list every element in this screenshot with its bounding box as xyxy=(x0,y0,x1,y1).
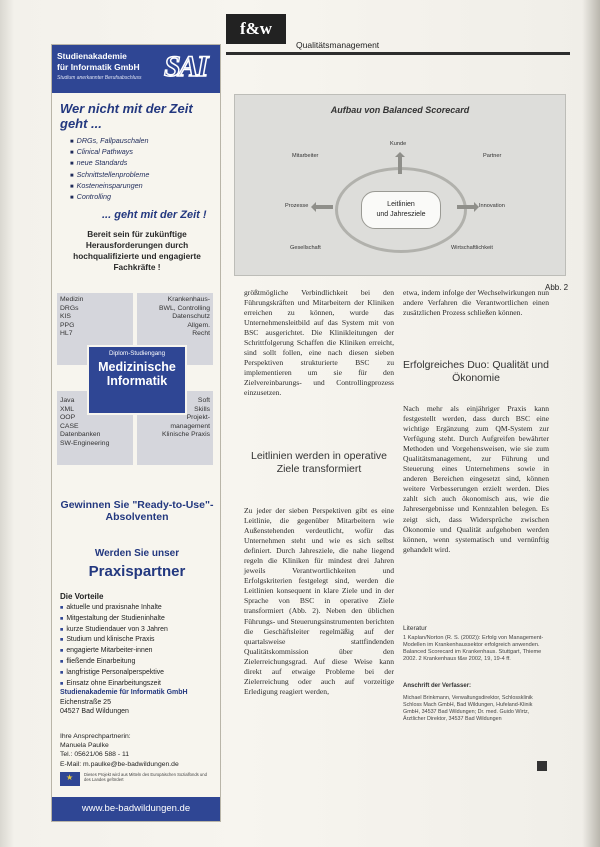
ad-werden-text: Werden Sie unser xyxy=(94,548,180,559)
study-program-name: Medizinische Informatik xyxy=(98,360,176,388)
list-item: ■ langfristige Personalperspektive xyxy=(60,668,168,679)
article-column-right-lower xyxy=(403,404,549,555)
list-item: ■ Controlling xyxy=(70,192,149,203)
figure-node-gesellschaft: Gesellschaft xyxy=(290,245,321,251)
study-program-label: Diplom-Studiengang xyxy=(108,350,166,357)
paragraph: größtmögliche Verbindlichkeit bei den Führungskräften und Mitarbeitern der Kliniken erreichen zu können, wurde das Unternehmensleitbild auf das System mit von BSC ausgerichtet. Die Klinikleitungen der Schrittfolgerung Schaffen die Kliniken erreicht, sind sollt follen, eine nach diesen sieben Perspektiven strukturierte BSC zu implementieren um sie für den Zielvereinbarungs- und Controllingprozess einzusetzen. xyxy=(244,288,394,398)
figure-caption: Abb. 2 xyxy=(545,283,569,292)
figure-center-line2: und Jahresziele xyxy=(376,211,426,218)
list-item: ■ Schnittstellenprobleme xyxy=(70,170,149,181)
ad-contact-email[interactable]: E-Mail: m.paulke@be-badwildungen.de xyxy=(60,760,179,768)
figure-node-mitarbeiter: Mitarbeiter xyxy=(292,153,319,159)
list-item: ■ neue Standards xyxy=(70,158,149,169)
figure-node-prozesse: Prozesse xyxy=(285,203,309,209)
bsc-figure xyxy=(234,94,566,276)
ad-address-name: Studienakademie für Informatik GmbH xyxy=(60,689,188,696)
sai-logo: SAI xyxy=(164,50,207,83)
ad-slogan-top: Wer nicht mit der Zeit geht ... xyxy=(60,101,193,131)
list-item: ■ fließende Einarbeitung xyxy=(60,657,168,668)
list-item: ■ kurze Studiendauer von 3 Jahren xyxy=(60,625,168,636)
figure-center-box xyxy=(361,191,441,229)
list-item: ■ Kosteneinsparungen xyxy=(70,181,149,192)
ad-bereit-text: Bereit sein für zukünftige Herausforderungen durch hochqualifizierte und engagierte Fachkräfte ! xyxy=(73,229,201,272)
ad-address-city: 04527 Bad Wildungen xyxy=(60,708,129,715)
ad-course-grid xyxy=(57,293,213,465)
ad-advantages-list xyxy=(60,603,168,689)
ad-study-program-box xyxy=(87,345,187,415)
ad-slogan-bottom: ... geht mit der Zeit ! xyxy=(102,209,207,221)
section-title: Qualitätsmanagement xyxy=(296,40,380,50)
ad-advantages-title: Die Vorteile xyxy=(60,592,104,601)
list-item: ■ Clinical Pathways xyxy=(70,147,149,158)
list-item: ■ engagierte Mitarbeiter-innen xyxy=(60,646,168,657)
arrow-left-icon xyxy=(315,205,333,209)
literature-text: 1 Kaplan/Norton (R. S. (2002)): Erfolg von Management-Modellen im Krankenhaussektor erfolgreich anwenden. Balanced Scorecard im Krankenhaus. Stuttgart, Thieme 2002. 2 Krankenhaus f&w 2002, 19, 19-4 ff. xyxy=(403,635,544,662)
figure-node-innovation: Innovation xyxy=(479,203,505,209)
ad-header-line3: Studium anerkannter Berufsabschluss xyxy=(57,75,142,81)
list-item: ■ Mitgestaltung der Studieninhalte xyxy=(60,614,168,625)
eu-flag-icon xyxy=(60,772,80,786)
journal-logo: f&w xyxy=(226,14,286,44)
ad-address-street: Eichenstraße 25 xyxy=(60,698,111,706)
ad-contact-name: Manuela Paulke xyxy=(60,742,109,750)
paragraph: etwa, indem infolge der Wechselwirkungen nun andere Verfahren die Verantwortlichen einen zusätzlichen Prozess schließen können. xyxy=(403,288,549,318)
ad-header-line1: Studienakademie xyxy=(57,51,127,61)
paragraph: Zu jeder der sieben Perspektiven gibt es eine Leitlinie, die gegenüber Mitarbeitern wie Außenstehenden verdeutlicht, wofür das Unternehmen steht und wie es sich selbst definiert. Durch Jahresziele, die nahe liegend regeln die Kliniken für mindest drei Jahren jeweils Verantwortlichkeiten und Erfolgskriterien festgelegt sind, werden die Leitlinien konsequent in klare Ziele und in der Sprache von BSC in operative Ziele transformiert (Abb. 2). Neben den üblichen Führungs- und Steuerungsinstrumenten berichten die Geschäftsleiter regelmäßig auf der quartalsweise stattfindenden Qualitätskommission über den Zielerreichungsgrad. Auf diese Weise kann direkt auf etwaige Probleme bei der Zielerreichung oder auch auf vorzeitige Erledigung reagiert werden, xyxy=(244,506,394,696)
grid-topics-medicine: Medizin DRGs KIS PPG HL7 xyxy=(60,296,84,338)
end-of-article-mark xyxy=(537,761,547,771)
arrow-right-icon xyxy=(457,205,475,209)
list-item: ■ aktuelle und praxisnahe Inhalte xyxy=(60,603,168,614)
ad-contact-phone: Tel.: 05621/06 588 - 11 xyxy=(60,751,130,759)
figure-node-kunde: Kunde xyxy=(390,141,407,147)
page-edge-shadow xyxy=(582,0,600,847)
ad-praxispartner-text: Praxispartner xyxy=(88,563,186,580)
ad-bullet-list xyxy=(70,136,149,203)
figure-node-wirtschaftlichkeit: Wirtschaftlichkeit xyxy=(451,245,493,251)
figure-title: Aufbau von Balanced Scorecard xyxy=(330,105,470,115)
advertisement xyxy=(51,44,221,822)
ad-eu-text: Dieses Projekt wird aus Mitteln des Europäischen Sozialfonds und des Landes gefördert xyxy=(84,772,207,782)
figure-node-partner: Partner xyxy=(483,153,502,159)
arrow-up-icon xyxy=(398,156,402,174)
article-column-middle-lower xyxy=(244,506,394,697)
authors-title: Anschrift der Verfasser: xyxy=(403,683,472,689)
grid-topics-informatics: Java XML OOP CASE Datenbanken SW-Engineering xyxy=(60,397,110,447)
figure-center-line1: Leitlinien xyxy=(387,201,415,208)
header-divider xyxy=(226,52,570,55)
ad-gewinnen-text: Gewinnen Sie "Ready-to-Use"-Absolventen xyxy=(60,499,214,523)
ad-contact-label: Ihre Ansprechpartnerin: xyxy=(60,733,131,740)
literature-title: Literatur xyxy=(403,625,427,632)
grid-topics-management: Krankenhaus- BWL, Controlling Datenschutz Allgem. Recht xyxy=(159,296,210,338)
ad-website-link[interactable]: www.be-badwildungen.de xyxy=(52,797,220,821)
ad-eu-funding xyxy=(60,771,212,787)
ad-contact xyxy=(60,732,179,769)
ad-address xyxy=(60,688,188,717)
list-item: ■ Studium und klinische Praxis xyxy=(60,635,168,646)
paragraph: Nach mehr als einjähriger Praxis kann festgestellt werden, dass durch BSC eine wichtige Ergänzung zum QM-System zur Verfügung steht. Durch Aufgreifen bewährter Methoden und Vorgehensweisen, wie sie zum Qualitätsmanagement, zur Führung und Steuerung eines Unternehmens sowie in anderen Bereichen eingesetzt sind, können weitere Verbesserungen erzielt werden. Dies zahlt sich auch ökonomisch aus, wie die Jahresergebnisse und Kennzahlen belegen. Es zeigt sich, dass Widersprüche zwischen Ökonomie und Qualität aufgehoben werden können, wenn systematisch und vernünftig gehandelt wird. xyxy=(403,404,549,554)
ad-header-line2: für Informatik GmbH xyxy=(57,62,140,72)
subheading-leitlinien: Leitlinien werden in operative Ziele transformiert xyxy=(250,450,387,475)
grid-topics-skills: Soft Skills Projekt- management Klinische Praxis xyxy=(162,397,210,439)
article-column-middle xyxy=(244,288,394,399)
article-column-right xyxy=(403,288,549,318)
list-item: ■ Einsatz ohne Einarbeitungszeit xyxy=(60,679,168,690)
list-item: ■ DRGs, Fallpauschalen xyxy=(70,136,149,147)
authors-text: Michael Brinkmann, Verwaltungsdirektor, Schlossklinik Schloss Mach GmbH, Bad Wildungen, Hufeland-Klinik GmbH, 34537 Bad Wildungen; Dr. med. Guido Wirtz, Ärztlicher Direktor, 34537 Bad Wildungen xyxy=(403,695,533,722)
subheading-erfolgreiches-duo: Erfolgreiches Duo: Qualität und Ökonomie xyxy=(403,359,549,384)
